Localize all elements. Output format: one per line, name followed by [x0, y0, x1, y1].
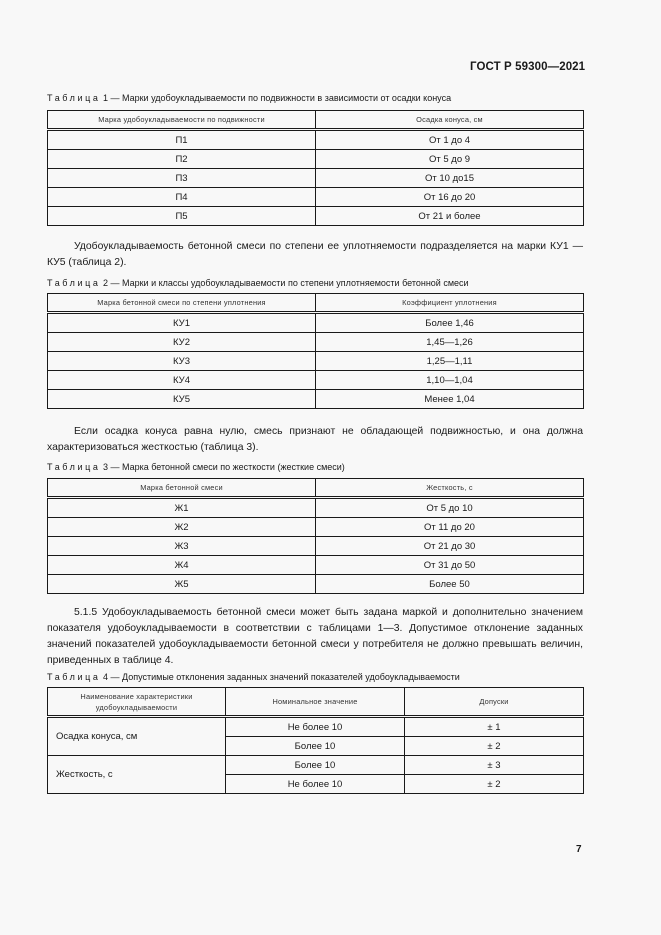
table-cell: 1,25—1,11: [316, 352, 584, 371]
table-cell: От 5 до 10: [316, 498, 584, 518]
caption-prefix: Таблица: [47, 672, 101, 682]
table-row: [48, 333, 584, 352]
table-cell: ± 2: [405, 737, 584, 756]
table-cell: П5: [48, 207, 316, 226]
caption-text: 3 — Марка бетонной смеси по жесткости (жесткие смеси): [100, 462, 345, 472]
table-cell: КУ4: [48, 371, 316, 390]
table-1: [47, 110, 584, 226]
table-row: [48, 498, 584, 518]
table-2-caption: [47, 278, 469, 288]
table-cell: Более 1,46: [316, 313, 584, 333]
table-4-caption: [47, 672, 460, 682]
caption-text: 2 — Марки и классы удобоукладываемости по степени уплотняемости бетонной смеси: [100, 278, 469, 288]
table-cell: П4: [48, 188, 316, 207]
table-cell: 1,45—1,26: [316, 333, 584, 352]
table-1-caption: [47, 93, 451, 103]
table-row: [48, 188, 584, 207]
table-cell: Не более 10: [226, 775, 405, 794]
column-header: Допуски: [405, 688, 584, 717]
table-cell: От 1 до 4: [316, 130, 584, 150]
caption-text: 1 — Марки удобоукладываемости по подвижности в зависимости от осадки конуса: [100, 93, 452, 103]
table-row: [48, 556, 584, 575]
table-header-row: [48, 479, 584, 498]
table-cell: КУ1: [48, 313, 316, 333]
table-cell: Ж3: [48, 537, 316, 556]
table-row: [48, 390, 584, 409]
table-row: [48, 371, 584, 390]
table-cell: 1,10—1,04: [316, 371, 584, 390]
table-cell: П3: [48, 169, 316, 188]
table-cell: Менее 1,04: [316, 390, 584, 409]
paragraph-text: Если осадка конуса равна нулю, смесь признают не обладающей подвижностью, и она должна характеризоваться жесткостью (таблица 3).: [47, 426, 583, 453]
table-row: [48, 169, 584, 188]
column-header: Марка бетонной смеси по степени уплотнения: [48, 294, 316, 313]
table-header-row: [48, 294, 584, 313]
table-header-row: [48, 111, 584, 130]
table-2: [47, 293, 584, 409]
table-cell: От 21 и более: [316, 207, 584, 226]
table-row: [48, 717, 584, 737]
column-header: Номинальное значение: [226, 688, 405, 717]
table-row: [48, 207, 584, 226]
table-3-caption: [47, 462, 345, 472]
table-3: [47, 478, 584, 594]
column-header: Осадка конуса, см: [316, 111, 584, 130]
table-cell: От 21 до 30: [316, 537, 584, 556]
characteristic-name: Осадка конуса, см: [48, 717, 226, 756]
column-header: Коэффициент уплотнения: [316, 294, 584, 313]
column-header: Марка удобоукладываемости по подвижности: [48, 111, 316, 130]
column-header: Жесткость, с: [316, 479, 584, 498]
table-cell: От 16 до 20: [316, 188, 584, 207]
table-cell: ± 3: [405, 756, 584, 775]
paragraph-compactability: [47, 239, 583, 271]
table-cell: П1: [48, 130, 316, 150]
table-cell: П2: [48, 150, 316, 169]
table-row: [48, 756, 584, 775]
table-cell: От 5 до 9: [316, 150, 584, 169]
table-cell: От 10 до15: [316, 169, 584, 188]
table-cell: КУ2: [48, 333, 316, 352]
paragraph-text: 5.1.5 Удобоукладываемость бетонной смеси может быть задана маркой и дополнительно значением показателя удобоукладываемости в соответствии с таблицами 1—3. Допустимое отклонение заданных значений показателей удобоукладываемости бетонной смеси у потребителя не должно превышать величин, приведенных в таблице 4.: [47, 607, 583, 666]
column-header: Наименование характеристики удобоукладываемости: [48, 688, 226, 717]
table-row: [48, 575, 584, 594]
column-header: Марка бетонной смеси: [48, 479, 316, 498]
table-row: [48, 352, 584, 371]
table-row: [48, 518, 584, 537]
table-cell: Ж2: [48, 518, 316, 537]
paragraph-zero-slump: [47, 424, 583, 456]
caption-prefix: Таблица: [47, 93, 101, 103]
page-number: 7: [576, 844, 582, 855]
table-cell: От 31 до 50: [316, 556, 584, 575]
caption-prefix: Таблица: [47, 462, 101, 472]
table-cell: КУ3: [48, 352, 316, 371]
table-cell: От 11 до 20: [316, 518, 584, 537]
table-cell: Ж5: [48, 575, 316, 594]
table-cell: Более 10: [226, 737, 405, 756]
table-row: [48, 313, 584, 333]
table-row: [48, 537, 584, 556]
table-4: [47, 687, 584, 794]
table-cell: КУ5: [48, 390, 316, 409]
table-row: [48, 150, 584, 169]
table-cell: Более 50: [316, 575, 584, 594]
characteristic-name: Жесткость, с: [48, 756, 226, 794]
table-cell: ± 2: [405, 775, 584, 794]
table-cell: Не более 10: [226, 717, 405, 737]
table-cell: Более 10: [226, 756, 405, 775]
document-code-header: ГОСТ Р 59300—2021: [470, 61, 586, 73]
paragraph-text: Удобоукладываемость бетонной смеси по степени ее уплотняемости подразделяется на марки КУ1 — КУ5 (таблица 2).: [47, 241, 583, 268]
table-cell: Ж1: [48, 498, 316, 518]
table-header-row: [48, 688, 584, 717]
caption-text: 4 — Допустимые отклонения заданных значений показателей удобоукладываемости: [100, 672, 460, 682]
caption-prefix: Таблица: [47, 278, 101, 288]
paragraph-5-1-5: [47, 605, 583, 669]
table-row: [48, 130, 584, 150]
table-cell: Ж4: [48, 556, 316, 575]
table-cell: ± 1: [405, 717, 584, 737]
